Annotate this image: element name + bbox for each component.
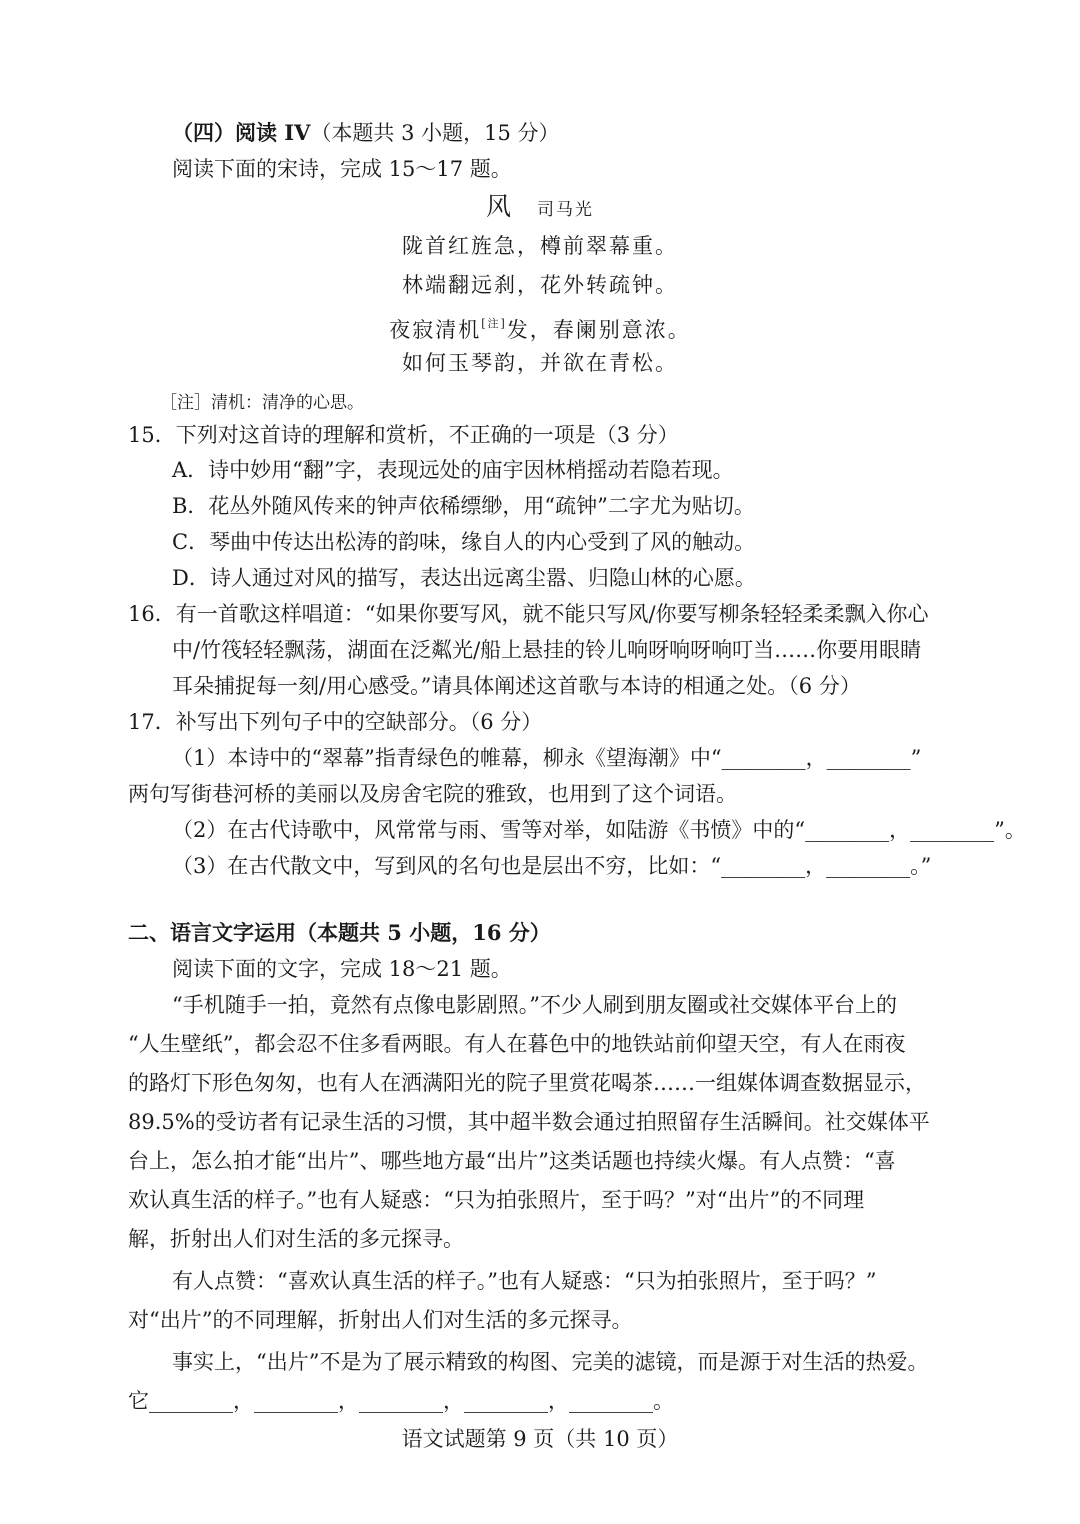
passage-line-3: 的路灯下形色匆匆，也有人在洒满阳光的院子里赏花喝茶……一组媒体调查数据显示， bbox=[128, 1071, 926, 1095]
poem-line-3-part-b: 发，春阑别意浓。 bbox=[506, 318, 691, 342]
passage-p2-line-2: 对“出片”的不同理解，折射出人们对生活的多元探寻。 bbox=[128, 1308, 633, 1332]
passage-line-5: 台上，怎么拍才能“出片”、哪些地方最“出片”这类话题也持续火爆。有人点赞：“喜 bbox=[128, 1149, 896, 1173]
q17-part3: （3）在古代散文中，写到风的名句也是层出不穷，比如：“________，________。” bbox=[172, 854, 932, 878]
poem-line-1: 陇首红旌急，樽前翠幕重。 bbox=[402, 234, 678, 258]
section4-intro: 阅读下面的宋诗，完成 15～17 题。 bbox=[172, 157, 512, 181]
passage-p3-line-1: 事实上，“出片”不是为了展示精致的构图、完美的滤镜，而是源于对生活的热爱。 bbox=[172, 1350, 929, 1374]
q16-line-2: 中/竹筏轻轻飘荡，湖面在泛粼光/船上悬挂的铃儿响呀响呀响叮当……你要用眼睛 bbox=[172, 638, 922, 662]
q17-stem: 17．补写出下列句子中的空缺部分。（6 分） bbox=[128, 710, 543, 734]
q15-stem: 15．下列对这首诗的理解和赏析，不正确的一项是（3 分） bbox=[128, 423, 679, 447]
passage-line-4: 89.5%的受访者有记录生活的习惯，其中超半数会通过拍照留存生活瞬间。社交媒体平 bbox=[128, 1110, 930, 1134]
passage-line-6: 欢认真生活的样子。”也有人疑惑：“只为拍张照片，至于吗？”对“出片”的不同理 bbox=[128, 1188, 865, 1212]
section2-heading: 二、语言文字运用（本题共 5 小题，16 分） bbox=[128, 920, 551, 945]
poem-title-line bbox=[0, 192, 1080, 225]
poem-author: 司马光 bbox=[537, 200, 594, 220]
passage-line-7: 解，折射出人们对生活的多元探寻。 bbox=[128, 1227, 464, 1251]
section4-heading-note: （本题共 3 小题，15 分） bbox=[310, 121, 560, 145]
page-footer: 语文试题第 9 页（共 10 页） bbox=[401, 1427, 679, 1451]
footnote-mark: [注] bbox=[481, 317, 507, 330]
q17-part1-line-2: 两句写街巷河桥的美丽以及房舍宅院的雅致，也用到了这个词语。 bbox=[128, 782, 737, 806]
poem-line-2: 林端翻远刹，花外转疏钟。 bbox=[402, 273, 678, 297]
q17-part1-line-1: （1）本诗中的“翠幕”指青绿色的帷幕，柳永《望海潮》中“________，________” bbox=[172, 746, 922, 770]
section4-heading bbox=[172, 118, 560, 148]
q15-option-a: A．诗中妙用“翻”字，表现远处的庙宇因林梢摇动若隐若现。 bbox=[172, 458, 734, 482]
q15-option-b: B．花丛外随风传来的钟声依稀缥缈，用“疏钟”二字尤为贴切。 bbox=[172, 494, 755, 518]
poem-line-4: 如何玉琴韵，并欲在青松。 bbox=[402, 351, 678, 375]
passage-line-1: “手机随手一拍，竟然有点像电影剧照。”不少人刷到朋友圈或社交媒体平台上的 bbox=[172, 993, 897, 1017]
q16-line-3: 耳朵捕捉每一刻/用心感受。”请具体阐述这首歌与本诗的相通之处。（6 分） bbox=[172, 674, 861, 698]
passage-line-2: “人生壁纸”，都会忍不住多看两眼。有人在暮色中的地铁站前仰望天空，有人在雨夜 bbox=[128, 1032, 906, 1056]
poem-line-3 bbox=[0, 309, 1080, 345]
q15-option-c: C．琴曲中传达出松涛的韵味，缘自人的内心受到了风的触动。 bbox=[172, 530, 756, 554]
passage-p2-line-1: 有人点赞：“喜欢认真生活的样子。”也有人疑惑：“只为拍张照片，至于吗？” bbox=[172, 1269, 877, 1293]
poem-title: 风 bbox=[485, 192, 511, 221]
q17-part2: （2）在古代诗歌中，风常常与雨、雪等对举，如陆游《书愤》中的“________，________”。 bbox=[172, 818, 1026, 842]
q15-option-d: D．诗人通过对风的描写，表达出远离尘嚣、归隐山林的心愿。 bbox=[172, 566, 756, 590]
footnote: ［注］清机：清净的心思。 bbox=[160, 393, 364, 413]
section4-heading-title: （四）阅读 IV bbox=[172, 120, 311, 145]
passage-p3-line-2: 它________，________，________，________，________。 bbox=[128, 1389, 674, 1413]
section2-intro: 阅读下面的文字，完成 18～21 题。 bbox=[172, 957, 512, 981]
q16-line-1: 16．有一首歌这样唱道：“如果你要写风，就不能只写风/你要写柳条轻轻柔柔飘入你心 bbox=[128, 602, 929, 626]
poem-line-3-part-a: 夜寂清机 bbox=[389, 318, 482, 342]
